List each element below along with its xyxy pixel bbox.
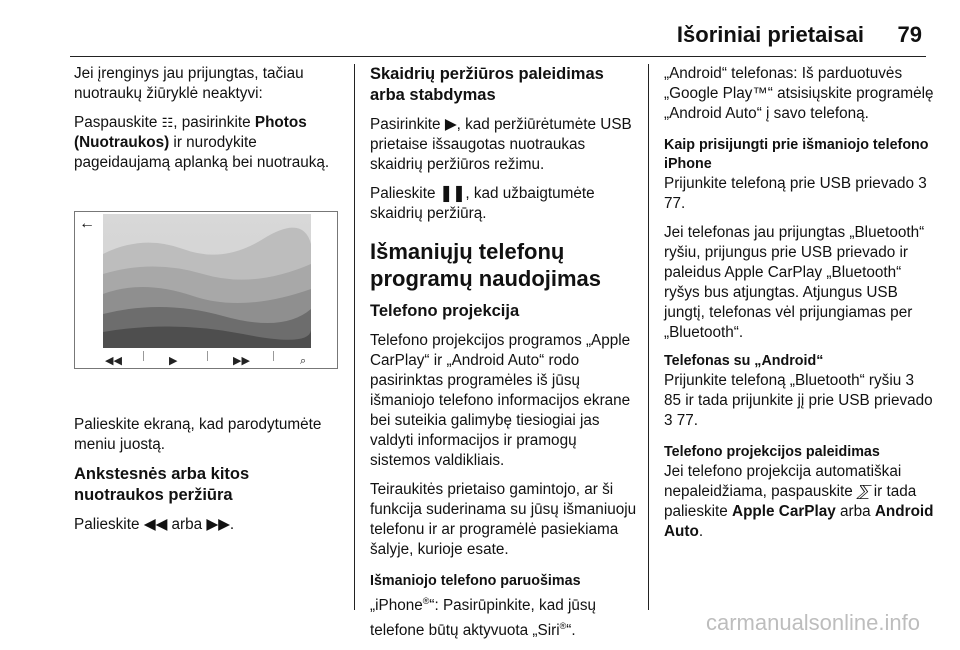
reference-icon: 3 (905, 372, 914, 389)
section-heading: Ankstesnės arba kitos nuotraukos peržiūra (74, 465, 250, 504)
paragraph: Jei įrenginys jau prijungtas, tačiau nuotraukų žiūryklė neaktyvi: (74, 65, 304, 102)
view-icon[interactable]: ⌕ (300, 355, 307, 367)
play-icon: ▶ (444, 116, 457, 133)
column-1 (74, 64, 340, 544)
arrow-left-icon[interactable]: ← (79, 215, 95, 232)
divider (273, 351, 274, 361)
divider (143, 351, 144, 361)
paragraph: „iPhone®“: Pasirūpinkite, kad jūsų telefone būtų aktyvuota „Siri®“. (370, 596, 597, 640)
play-icon[interactable]: ▶ (169, 355, 178, 367)
page-number: 79 (897, 22, 922, 47)
grid-icon: ☷ (161, 115, 174, 130)
paragraph: Jei telefonas jau prijungtas „Bluetooth“ ryšiu, prijungus prie USB prievado ir paleidus Apple CarPlay „Bluetooth“ ryšys bus atjungtas. Atjungus USB jungtį, telefonas vėl prijungiamas per „Bluetooth“. (664, 224, 925, 341)
chapter-heading: Išmaniųjų telefonų programų naudojimas (370, 239, 602, 291)
paragraph: „Android“ telefonas: Iš parduotuvės „Google Play™“ atsisiųskite programėlę „Android Auto“ į savo telefoną. (664, 65, 934, 122)
column-3 (664, 64, 934, 551)
paragraph: Prijunkite telefoną „Bluetooth“ ryšiu 3 85 ir tada prijunkite jį prie USB prievado 3 77. (664, 372, 933, 429)
paragraph: Palieskite ekraną, kad parodytumėte meniu juostą. (74, 416, 322, 453)
subheading: Telefono projekcijos paleidimas (664, 444, 880, 460)
paragraph: Pasirinkite ▶, kad peržiūrėtumėte USB prietaise išsaugotas nuotraukas skaidrių peržiūros režimu. (370, 116, 632, 173)
paragraph: Teiraukitės prietaiso gamintojo, ar ši funkcija suderinama su jūsų išmaniuoju telefonu ir ar programėlė pasiekiama šalyje, kurioje esate. (370, 481, 637, 558)
column-divider-2 (648, 64, 649, 610)
subheading: iPhone (664, 156, 712, 172)
paragraph: Palieskite ◀◀ arba ▶▶. (74, 516, 235, 533)
fast-forward-icon: ▶▶ (206, 516, 230, 533)
watermark: carmanualsonline.info (705, 610, 920, 635)
column-divider-1 (354, 64, 355, 610)
header-rule (70, 56, 926, 57)
paragraph: Paspauskite ☷, pasirinkite Photos (Nuotraukos) ir nurodykite pageidaujamą aplanką bei nuotrauką. (74, 114, 330, 171)
phone-icon: ⅀ (857, 483, 870, 500)
page-title: Išoriniai prietaisai (676, 22, 864, 47)
landscape-photo[interactable] (103, 214, 311, 348)
paragraph: Telefono projekcijos programos „Apple CarPlay“ ir „Android Auto“ rodo pasirinktas programėles iš jūsų išmaniojo telefono informacijos ekrane bei suteikia galimybę tiesiogiai jas valdyti informacijos ir pramogų sistemos valdikliais. (370, 332, 631, 469)
fast-forward-icon[interactable]: ▶▶ (233, 355, 250, 367)
paragraph: Palieskite ❚❚, kad užbaigtumėte skaidrių peržiūrą. (370, 185, 595, 222)
pause-icon: ❚❚ (439, 185, 466, 202)
page-header (0, 0, 960, 56)
reference-icon: 3 (918, 175, 927, 192)
reference-icon: 3 (664, 412, 673, 429)
subheading: Kaip prisijungti prie išmaniojo telefono (664, 137, 929, 153)
subheading: Išmaniojo telefono paruošimas (370, 573, 581, 589)
column-2 (370, 64, 640, 650)
paragraph: Jei telefono projekcija automatiškai nepaleidžiama, paspauskite ⅀ ir tada palieskite Apple CarPlay arba Android Auto. (664, 463, 934, 540)
rewind-icon[interactable]: ◀◀ (105, 355, 122, 367)
photo-viewer-screen (74, 211, 338, 369)
subheading: Telefonas su „Android“ (664, 353, 824, 369)
divider (207, 351, 208, 361)
section-heading: Skaidrių peržiūros paleidimas arba stabdymas (370, 65, 604, 104)
paragraph: Prijunkite telefoną prie USB prievado 3 77. (664, 175, 927, 212)
rewind-icon: ◀◀ (143, 516, 168, 533)
section-heading: Telefono projekcija (370, 302, 520, 320)
